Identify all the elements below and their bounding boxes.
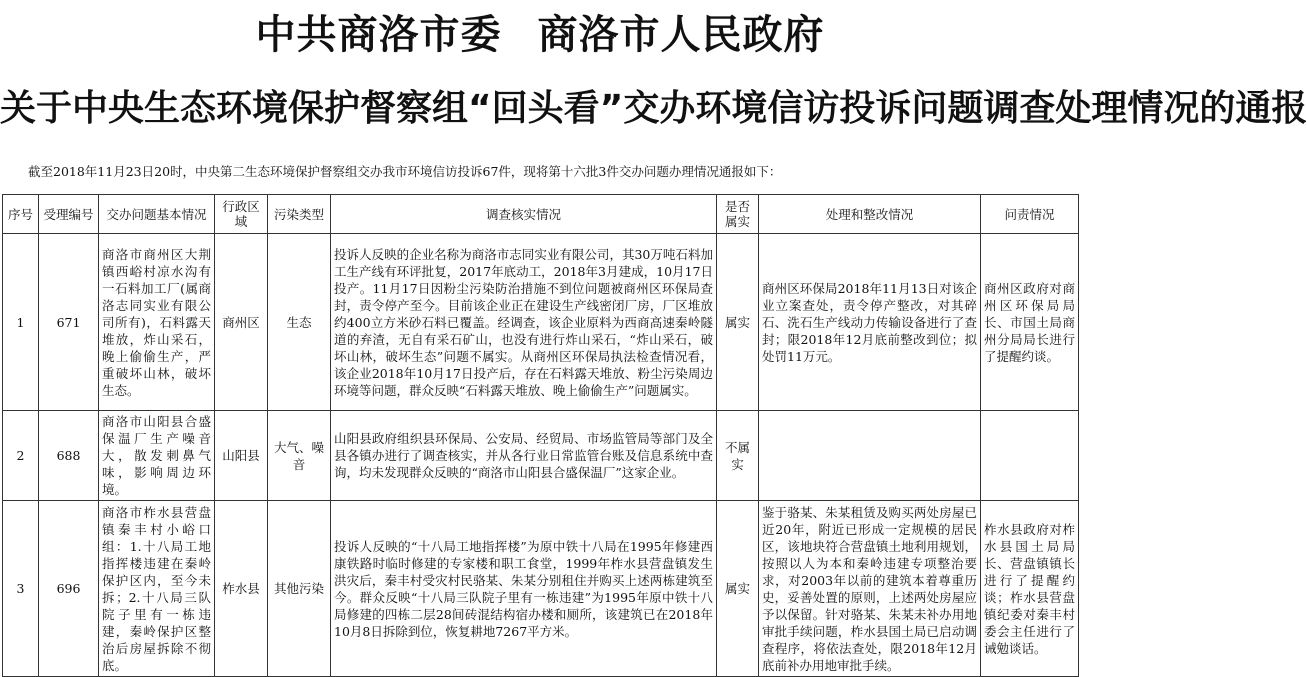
title-party-committee: 中共商洛市委 [255,12,502,58]
title-city-government: 商洛市人民政府 [537,12,825,58]
header-pollution-type: 污染类型 [268,195,331,234]
intro-paragraph: 截至2018年11月23日20时，中央第二生态环境保护督察组交办我市环境信访投诉67件，现将第十六批3件交办问题办理情况通报如下： [28,164,782,179]
cell-region: 商州区 [215,234,268,411]
cell-issue: 商洛市山阳县合盛保温厂生产噪音大，散发刺鼻气味，影响周边环境。 [99,411,215,501]
cell-verified: 属实 [717,234,759,411]
header-issue: 交办问题基本情况 [99,195,215,234]
cell-issue: 商洛市柞水县营盘镇秦丰村小峪口组：1.十八局工地指挥楼违建在秦岭保护区内，至今未拆；2.十八局三队院子里有一栋违建，秦岭保护区整治后房屋拆除不彻底。 [99,501,215,677]
cell-accountability: 商州区政府对商州区环保局局长、市国土局商州分局局长进行了提醒约谈。 [981,234,1079,411]
cell-accountability [981,411,1079,501]
case-report-table [2,194,1079,677]
cell-case-id: 696 [39,501,99,677]
cell-pollution-type: 生态 [268,234,331,411]
header-no: 序号 [3,195,39,234]
cell-no: 2 [3,411,39,501]
table-header-row [3,195,1079,234]
header-region: 行政区域 [215,195,268,234]
cell-verified: 属实 [717,501,759,677]
cell-accountability: 柞水县政府对柞水县国土局局长、营盘镇镇长进行了提醒约谈；柞水县营盘镇纪委对秦丰村委会主任进行了诫勉谈话。 [981,501,1079,677]
header-verified: 是否属实 [717,195,759,234]
cell-pollution-type: 大气、噪音 [268,411,331,501]
cell-investigation: 投诉人反映的“十八局工地指挥楼”为原中铁十八局在1995年修建西康铁路时临时修建的专家楼和职工食堂，1999年柞水县营盘镇发生洪灾后，秦丰村受灾村民骆某、朱某分别租住并购买上述两栋建筑至今。群众反映“十八局三队院子里有一栋违建”为1995年原中铁十八局修建的四栋二层28间砖混结构宿办楼和厕所，该建筑已在2018年10月8日拆除到位，恢复耕地7267平方米。 [331,501,717,677]
document-title-line1 [0,6,1080,64]
cell-investigation: 投诉人反映的企业名称为商洛市志同实业有限公司，其30万吨石料加工生产线有环评批复，2017年底动工，2018年3月建成，10月17日投产。11月17日因粉尘污染防治措施不到位问题被商州区环保局查封，责令停产至今。目前该企业正在建设生产线密闭厂房，厂区堆放约400立方米砂石料已覆盖。经调查，该企业原料为西商高速秦岭隧道的弃渣，无自有采石矿山，也没有进行炸山采石，“炸山采石，破坏山林，破坏生态”问题不属实。从商州区环保局执法检查情况看，该企业2018年10月17日投产后，存在石料露天堆放、粉尘污染周边环境等问题，群众反映“石料露天堆放、晚上偷偷生产”问题属实。 [331,234,717,411]
header-accountability: 问责情况 [981,195,1079,234]
cell-no: 1 [3,234,39,411]
cell-region: 柞水县 [215,501,268,677]
cell-handling [759,411,981,501]
cell-case-id: 671 [39,234,99,411]
cell-region: 山阳县 [215,411,268,501]
header-handling: 处理和整改情况 [759,195,981,234]
cell-issue: 商洛市商州区大荆镇西峪村凉水沟有一石料加工厂(属商洛志同实业有限公司所有)，石料露天堆放，炸山采石，晚上偷偷生产，严重破坏山林，破坏生态。 [99,234,215,411]
cell-pollution-type: 其他污染 [268,501,331,677]
table-row [3,234,1079,411]
header-case-id: 受理编号 [39,195,99,234]
cell-investigation: 山阳县政府组织县环保局、公安局、经贸局、市场监管局等部门及全县各镇办进行了调查核实，并从各行业日常监管台账及信息系统中查询，均未发现群众反映的“商洛市山阳县合盛保温厂”这家企业。 [331,411,717,501]
cell-handling: 商州区环保局2018年11月13日对该企业立案查处，责令停产整改，对其碎石、洗石生产线动力传输设备进行了查封；限2018年12月底前整改到位；拟处罚11万元。 [759,234,981,411]
table-row [3,411,1079,501]
table-row [3,501,1079,677]
cell-verified: 不属实 [717,411,759,501]
document-title-line2: 关于中央生态环境保护督察组“回头看”交办环境信访投诉问题调查处理情况的通报 [0,88,1307,129]
header-investigation: 调查核实情况 [331,195,717,234]
cell-handling: 鉴于骆某、朱某租赁及购买两处房屋已近20年，附近已形成一定规模的居民区，该地块符合营盘镇土地利用规划，按照以人为本和秦岭违建专项整治要求，对2003年以前的建筑本着尊重历史，妥善处置的原则，上述两处房屋应予以保留。针对骆某、朱某未补办用地审批手续问题，柞水县国土局已启动调查程序，将依法查处，限2018年12月底前补办用地审批手续。 [759,501,981,677]
cell-no: 3 [3,501,39,677]
cell-case-id: 688 [39,411,99,501]
